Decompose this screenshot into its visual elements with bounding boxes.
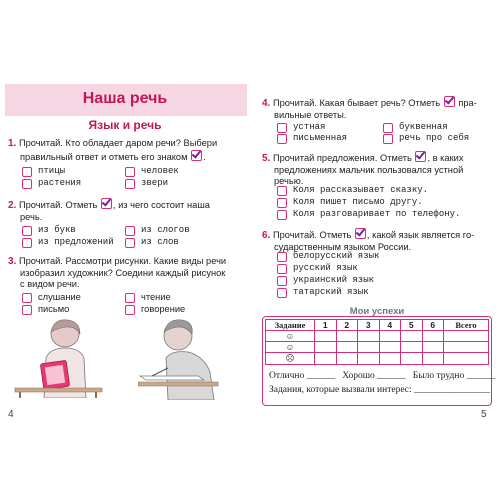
success-panel [262,316,496,406]
checkbox-icon[interactable] [277,186,287,196]
question-text: изобразил художник? Соедини каждый рисунок [20,267,226,278]
option-label: слушание [38,292,81,302]
question-text: Прочитай. Какая бывает речь? Отметь [272,98,441,108]
table-cell[interactable] [401,331,423,342]
table-cell[interactable] [379,353,401,365]
option-checkbox[interactable] [277,287,369,298]
option-label: растения [38,178,82,188]
checkbox-icon[interactable] [22,179,32,189]
table-cell[interactable] [444,353,489,365]
table-cell[interactable] [336,353,358,365]
option-label: украинский язык [293,275,375,285]
question-number: 6. [262,230,271,241]
question-number: 4. [262,98,271,109]
table-cell: Задание [266,320,315,331]
question-text: пра- [458,98,477,108]
table-cell: Всего [444,320,489,331]
boy-writing-illustration [138,316,238,400]
option-checkbox[interactable] [125,166,179,177]
option-checkbox[interactable] [277,197,423,208]
grade-label: Отлично [269,371,305,381]
girl-reading-illustration [10,318,105,398]
option-checkbox[interactable] [125,178,168,189]
option-label: письменная [293,133,348,143]
question-text: речью. [274,176,304,186]
question-number: 1. [8,138,17,149]
option-label: человек [141,166,179,176]
question-6 [262,228,494,253]
option-checkbox[interactable] [277,263,358,274]
checkmark-icon [101,198,112,209]
table-row [266,320,489,331]
question-text: , из чего состоит наша [112,200,210,210]
question-text: предложениях мальчик пользовался устной [274,164,464,175]
neutral-face-icon: ☺ [266,342,315,353]
option-label: из букв [38,225,76,235]
table-cell[interactable] [336,331,358,342]
question-text: Прочитай. Отметь [18,200,98,210]
question-2 [8,198,246,223]
question-text: с видом речи. [20,279,80,289]
sad-face-icon: ☹ [266,353,315,365]
table-cell: 4 [379,320,401,331]
table-cell[interactable] [444,342,489,353]
table-cell: 1 [315,320,337,331]
question-text: правильный ответ и отметь его знаком [20,151,188,162]
checkbox-icon[interactable] [22,226,32,236]
option-label: чтение [141,292,171,302]
option-label: Коля разговаривает по телефону. [293,209,461,219]
option-label: буквенная [399,122,448,132]
table-cell: 3 [358,320,380,331]
table-cell[interactable] [401,342,423,353]
checkmark-icon [444,96,455,107]
option-checkbox[interactable] [277,122,325,133]
checkbox-icon[interactable] [22,238,32,248]
checkbox-icon[interactable] [125,238,135,248]
question-text: речь. [20,211,43,222]
option-label: Коля рассказывает сказку. [293,185,429,195]
option-checkbox[interactable] [125,237,179,248]
option-checkbox[interactable] [22,178,81,189]
option-label: говорение [141,304,186,314]
option-label: птицы [38,166,66,176]
checkbox-icon[interactable] [125,226,135,236]
option-label: письмо [38,304,70,314]
checkbox-icon[interactable] [277,134,287,144]
option-label: из слогов [141,225,190,235]
checkbox-icon[interactable] [125,305,135,315]
option-checkbox[interactable] [22,304,69,315]
checkmark-icon [191,150,202,161]
option-checkbox[interactable] [277,209,460,220]
interest-line: Задания, которые вызвали интерес: ________________ [269,385,491,395]
table-cell[interactable] [358,342,380,353]
table-cell[interactable] [315,353,337,365]
checkbox-icon[interactable] [277,276,287,286]
question-1: 1. Прочитай. Кто обладает даром речи? Выбери правильный ответ и отметь его знаком . [8,138,218,162]
table-cell[interactable] [422,353,444,365]
option-checkbox[interactable] [22,292,81,303]
table-cell: 6 [422,320,444,331]
table-cell[interactable] [379,342,401,353]
option-checkbox[interactable] [125,225,190,236]
smile-face-icon: ☺ [266,331,315,342]
checkbox-icon[interactable] [22,167,32,177]
checkbox-icon[interactable] [22,293,32,303]
option-checkbox[interactable] [277,251,379,262]
table-row [266,353,489,365]
page-title: Наша речь [82,90,168,107]
option-label: устная [293,122,326,132]
option-checkbox[interactable] [277,185,428,196]
checkbox-icon[interactable] [277,264,287,274]
option-checkbox[interactable] [383,133,469,144]
checkbox-icon[interactable] [277,252,287,262]
table-cell[interactable] [422,342,444,353]
table-cell[interactable] [379,331,401,342]
checkbox-icon[interactable] [22,305,32,315]
option-label: Коля пишет письмо другу. [293,197,423,207]
question-number: 5. [262,153,271,164]
checkbox-icon[interactable] [125,167,135,177]
option-checkbox[interactable] [383,122,448,133]
option-checkbox[interactable] [22,225,76,236]
grade-line: Отлично ______ Хорошо ______ Было трудно ______ [269,371,496,381]
table-cell[interactable] [401,353,423,365]
question-text: сударственным языком России. [274,241,412,252]
success-table [265,319,489,365]
option-checkbox[interactable] [277,133,347,144]
checkbox-icon[interactable] [277,210,287,220]
checkmark-icon [355,228,366,239]
table-cell[interactable] [336,342,358,353]
table-cell[interactable] [444,331,489,342]
option-label: из предложений [38,237,114,247]
checkbox-icon[interactable] [383,123,393,133]
option-label: русский язык [293,263,358,273]
table-cell[interactable] [358,331,380,342]
checkbox-icon[interactable] [277,288,287,298]
table-cell: 5 [401,320,423,331]
checkbox-icon[interactable] [125,293,135,303]
option-checkbox[interactable] [277,275,374,286]
grade-label: Хорошо [342,371,375,381]
table-row [266,342,489,353]
checkbox-icon[interactable] [383,134,393,144]
table-row [266,331,489,342]
option-label: речь про себя [399,133,470,143]
grade-label: Было трудно [412,371,465,381]
question-number: 2. [8,200,17,211]
question-text: Прочитай. Кто обладает даром речи? Выбери [18,138,218,148]
page-subtitle: Язык и речь [88,118,162,132]
option-label: из слов [141,237,179,247]
checkmark-icon [415,151,426,162]
interest-label: Задания, которые вызвали интерес: [269,385,412,395]
success-title: Мои успехи [349,306,405,317]
question-text: , какой язык является го- [366,230,475,240]
checkbox-icon[interactable] [277,123,287,133]
checkbox-icon[interactable] [277,198,287,208]
option-checkbox[interactable] [125,292,171,303]
table-cell: 2 [336,320,358,331]
option-label: звери [141,178,169,188]
option-checkbox[interactable] [22,166,65,177]
option-label: белорусский язык [293,251,380,261]
question-text: Прочитай предложения. Отметь [272,153,412,163]
question-number: 3. [8,256,17,267]
option-label: татарский язык [293,287,369,297]
question-3 [8,256,246,291]
table-cell[interactable] [315,342,337,353]
question-5 [262,151,494,188]
table-cell[interactable] [422,331,444,342]
page-number: 4 [8,409,14,420]
option-checkbox[interactable] [125,304,185,315]
page-number: 5 [481,409,487,420]
question-4 [262,96,494,121]
question-text: Прочитай. Рассмотри рисунки. Какие виды речи [18,256,227,266]
question-text: Прочитай. Отметь [272,230,352,240]
table-cell[interactable] [315,331,337,342]
question-text: , в каких [427,153,464,163]
question-text: вильные ответы. [274,109,347,120]
option-checkbox[interactable] [22,237,114,248]
checkbox-icon[interactable] [125,179,135,189]
table-cell[interactable] [358,353,380,365]
